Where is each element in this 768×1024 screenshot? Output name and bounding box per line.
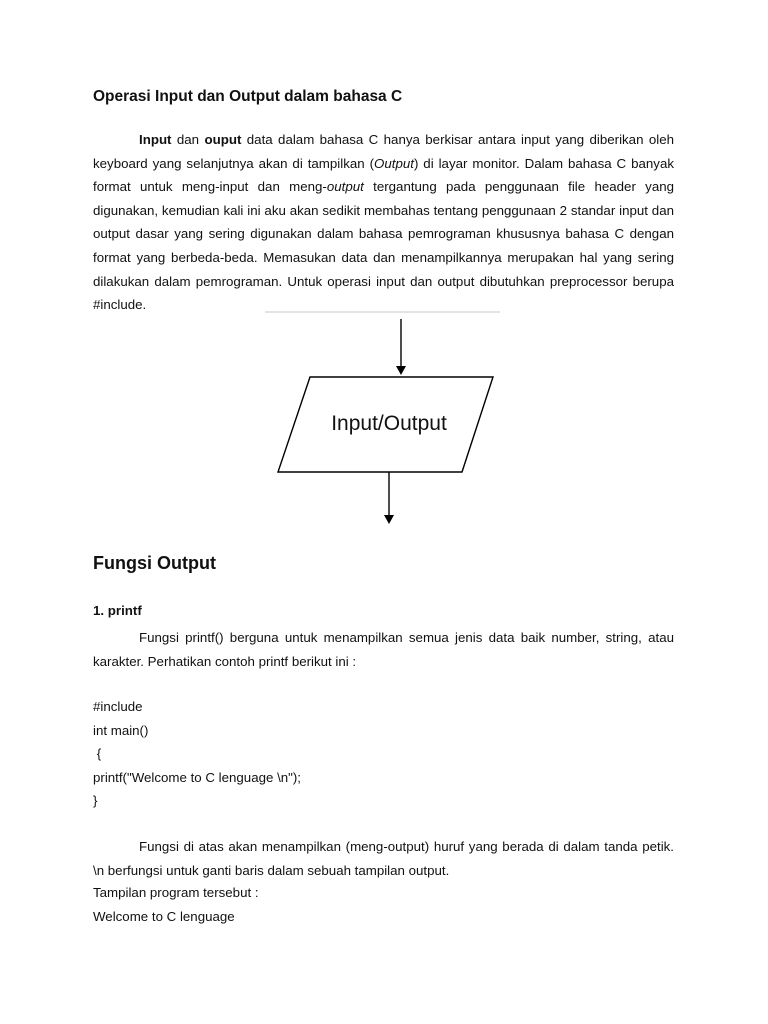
- intro-text-1: dan: [171, 132, 205, 147]
- incoming-arrow-head: [396, 366, 406, 375]
- printf-description-text: Fungsi printf() berguna untuk menampilkan semua jenis data baik number, string, atau karakter. Perhatikan contoh printf berikut ini :: [93, 630, 674, 669]
- subsection-heading: 1. printf: [93, 603, 142, 618]
- intro-bold-input: Input: [139, 132, 172, 147]
- code-line: }: [93, 793, 98, 808]
- intro-bold-ouput: ouput: [204, 132, 242, 147]
- code-line: {: [93, 746, 102, 761]
- code-example: [93, 695, 301, 813]
- output-label: Tampilan program tersebut :: [93, 885, 259, 900]
- code-line: #include: [93, 699, 143, 714]
- code-line: printf("Welcome to C lenguage \n");: [93, 769, 302, 785]
- intro-text-4: tergantung pada penggunaan file header yang digunakan, kemudian kali ini aku akan sedikit membahas tentang penggunaan 2 standar input dan output dasar yang sering digunakan dalam bahasa pemrograman khususnya bahasa C dengan format yang berbeda-beda. Memasukan data dan menampilkannya merupakan hal yang sering dilakukan dalam pemrograman. Untuk operasi input dan output dibutuhkan preprocessor berupa #include.: [93, 179, 675, 313]
- code-line: int main(): [93, 722, 149, 738]
- io-flowchart-figure: [265, 311, 500, 531]
- intro-paragraph: [93, 128, 674, 317]
- intro-italic-output-2: output: [326, 179, 364, 195]
- printf-description: [93, 626, 674, 673]
- intro-text-3: ) di layar monitor. Dalam bahasa C banyak format untuk meng-input dan meng-: [93, 155, 674, 195]
- intro-italic-output: Output: [374, 155, 414, 171]
- explanation-text: Fungsi di atas akan menampilkan (meng-output) huruf yang berada di dalam tanda petik. \n berfungsi untuk ganti baris dalam sebuah tampilan output.: [93, 839, 674, 878]
- intro-text-2: data dalam bahasa C hanya berkisar antara input yang diberikan oleh keyboard yang selanjutnya akan di tampilkan (: [93, 132, 674, 171]
- io-parallelogram-label: Input/Output: [331, 412, 447, 435]
- document-title: Operasi Input dan Output dalam bahasa C: [93, 88, 403, 105]
- section-heading: Fungsi Output: [93, 553, 216, 573]
- explanation-paragraph: [93, 835, 674, 882]
- output-value: Welcome to C lenguage: [93, 909, 235, 924]
- outgoing-arrow-head: [384, 515, 394, 524]
